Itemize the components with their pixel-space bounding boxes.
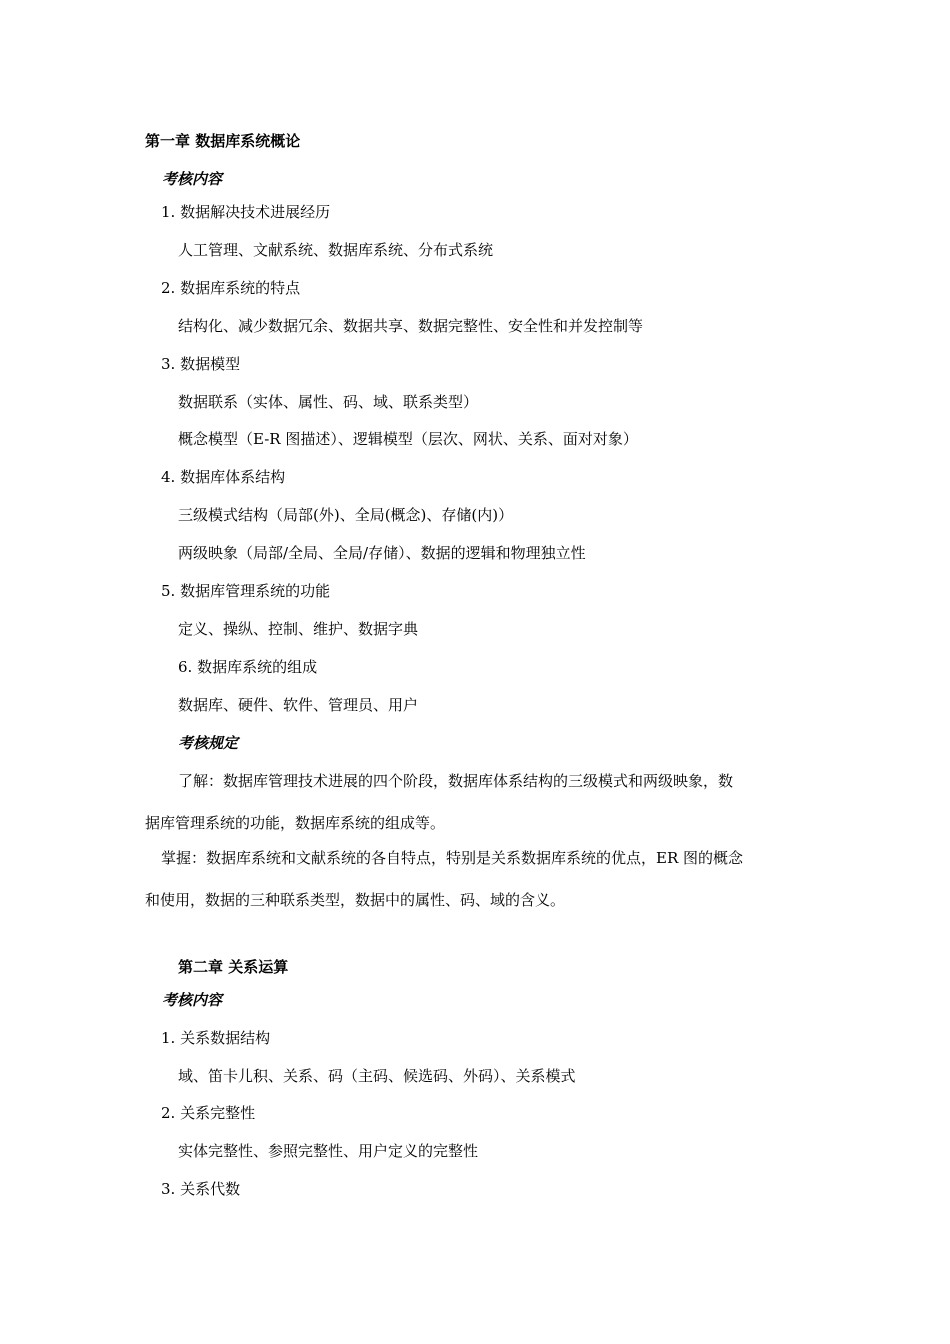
chapter2-item1-heading: 1. 关系数据结构: [161, 1029, 271, 1047]
chapter2-item3-heading: 3. 关系代数: [161, 1180, 241, 1198]
chapter1-item2-heading: 2. 数据库系统的特点: [161, 279, 301, 297]
chapter1-item3-detail-2: 概念模型（E-R 图描述）、逻辑模型（层次、网状、关系、面对对象）: [178, 430, 638, 448]
chapter1-master-line1: 掌握：数据库系统和文献系统的各自特点，特别是关系数据库系统的优点，ER 图的概念: [161, 849, 744, 867]
chapter2-item2-detail: 实体完整性、参照完整性、用户定义的完整性: [178, 1142, 479, 1160]
chapter1-item3-detail-1: 数据联系（实体、属性、码、域、联系类型）: [178, 393, 479, 411]
chapter2-title: 第二章 关系运算: [178, 958, 289, 976]
chapter1-item4-detail-1: 三级模式结构（局部(外)、全局(概念)、存储(内)）: [178, 506, 514, 524]
chapter1-item1-heading: 1. 数据解决技术进展经历: [161, 203, 331, 221]
chapter1-content-heading: 考核内容: [162, 170, 223, 188]
chapter1-item6-heading: 6. 数据库系统的组成: [178, 658, 318, 676]
chapter1-item4-heading: 4. 数据库体系结构: [161, 468, 286, 486]
chapter2-item2-heading: 2. 关系完整性: [161, 1104, 256, 1122]
chapter2-item1-detail: 域、笛卡儿积、关系、码（主码、候选码、外码）、关系模式: [178, 1067, 576, 1085]
chapter1-master-line2: 和使用，数据的三种联系类型，数据中的属性、码、域的含义。: [145, 891, 566, 909]
chapter1-item5-heading: 5. 数据库管理系统的功能: [161, 582, 331, 600]
chapter1-item5-detail: 定义、操纵、控制、维护、数据字典: [178, 620, 419, 638]
chapter1-item3-heading: 3. 数据模型: [161, 355, 241, 373]
chapter1-understand-line2: 据库管理系统的功能，数据库系统的组成等。: [145, 814, 446, 832]
chapter2-content-heading: 考核内容: [162, 991, 223, 1009]
chapter1-item6-detail: 数据库、硬件、软件、管理员、用户: [178, 696, 419, 714]
chapter1-understand-line1: 了解：数据库管理技术进展的四个阶段，数据库体系结构的三级模式和两级映象，数: [178, 772, 734, 790]
chapter1-item2-detail: 结构化、减少数据冗余、数据共享、数据完整性、安全性和并发控制等: [178, 317, 644, 335]
chapter1-rules-heading: 考核规定: [178, 734, 239, 752]
chapter1-title: 第一章 数据库系统概论: [145, 132, 301, 150]
chapter1-item4-detail-2: 两级映象（局部/全局、全局/存储）、数据的逻辑和物理独立性: [178, 544, 586, 562]
chapter1-item1-detail: 人工管理、文献系统、数据库系统、分布式系统: [178, 241, 494, 259]
